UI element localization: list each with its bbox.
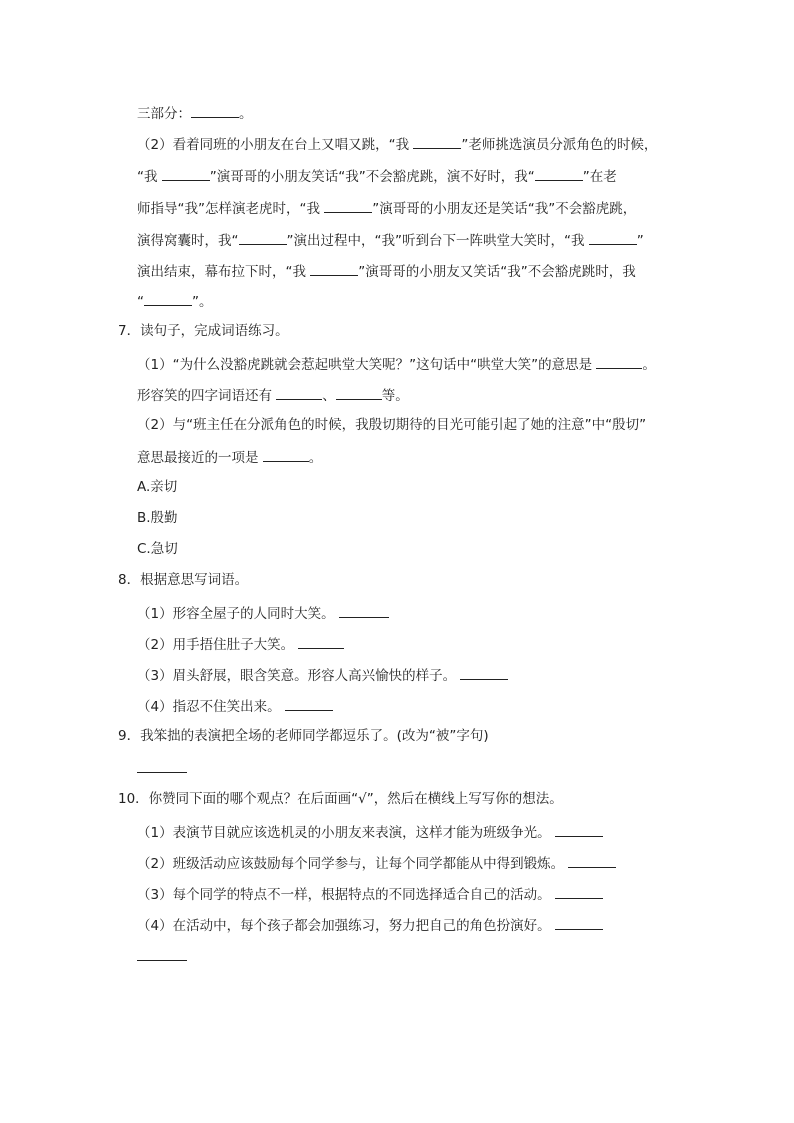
q7-s2-line-1: （2）与“班主任在分派角色的时候，我殷切期待的目光可能引起了她的注意”中“殷切” <box>137 417 647 433</box>
q6-s2-line-5 <box>137 261 636 281</box>
answer-blank[interactable] <box>339 603 389 618</box>
answer-blank[interactable] <box>460 665 508 680</box>
answer-blank[interactable] <box>324 198 372 213</box>
q10-item-3 <box>137 884 603 904</box>
q7-option-c[interactable]: C.急切 <box>137 541 178 557</box>
answer-blank[interactable] <box>589 230 637 245</box>
q6-s2-line-4 <box>137 230 644 250</box>
text: 等。 <box>381 388 409 404</box>
answer-blank[interactable] <box>568 853 616 868</box>
answer-blank[interactable] <box>162 166 210 181</box>
answer-blank[interactable] <box>285 696 333 711</box>
answer-blank[interactable] <box>137 758 187 773</box>
text: “我 <box>137 169 158 185</box>
text: （1）形容全屋子的人同时大笑。 <box>137 606 335 622</box>
q8-item-4 <box>137 696 333 716</box>
text: （3）每个同学的特点不一样，根据特点的不同选择适合自己的活动。 <box>137 887 551 903</box>
text: （4）在活动中，每个孩子都会加强练习，努力把自己的角色扮演好。 <box>137 918 551 934</box>
text: 。 <box>308 450 323 466</box>
text: ”演出过程中，“我”听到台下一阵哄堂大笑时，“我 <box>286 233 585 249</box>
answer-blank[interactable] <box>555 884 603 899</box>
text: “ <box>137 294 144 310</box>
q8-item-1 <box>137 603 389 623</box>
q6-s2-line-1 <box>137 134 657 154</box>
answer-blank[interactable] <box>535 166 583 181</box>
q6-part-line <box>137 103 253 123</box>
q6-s2-line-3 <box>137 198 636 218</box>
text: （2）看着同班的小朋友在台上又唱又跳，“我 <box>137 137 410 153</box>
text: 演得窝囊时，我“ <box>137 233 239 249</box>
q6-part-label: 三部分： <box>137 106 191 122</box>
text: 。 <box>642 357 656 373</box>
q10-item-4 <box>137 915 603 935</box>
q9-stem: 9．我笨拙的表演把全场的老师同学都逗乐了。(改为“被”字句) <box>118 728 489 744</box>
q10-stem: 10．你赞同下面的哪个观点？在后面画“√”，然后在横线上写写你的想法。 <box>118 791 563 807</box>
answer-blank[interactable] <box>555 915 603 930</box>
answer-blank[interactable] <box>191 103 239 118</box>
text: ”在老 <box>582 169 617 185</box>
punct: 。 <box>239 106 253 122</box>
q7-option-b[interactable]: B.殷勤 <box>137 510 178 526</box>
answer-blank[interactable] <box>310 261 358 276</box>
text: （2）班级活动应该鼓励每个同学参与，让每个同学都能从中得到锻炼。 <box>137 856 565 872</box>
q7-stem: 7．读句子，完成词语练习。 <box>118 323 289 339</box>
text: 意思最接近的一项是 <box>137 450 259 466</box>
answer-blank[interactable] <box>276 385 322 400</box>
text: ”老师挑选演员分派角色的时候， <box>461 137 658 153</box>
q10-answer-line <box>137 946 187 966</box>
answer-blank[interactable] <box>336 385 382 400</box>
text: （1）“为什么没豁虎跳就会惹起哄堂大笑呢？”这句话中“哄堂大笑”的意思是 <box>137 357 593 373</box>
q10-item-2 <box>137 853 616 873</box>
text: ”演哥哥的小朋友又笑话“我”不会豁虎跳时，我 <box>358 264 636 280</box>
q7-s2-line-2 <box>137 447 322 467</box>
text: 师指导“我”怎样演老虎时，“我 <box>137 201 320 217</box>
q10-item-1 <box>137 822 603 842</box>
text: （4）指忍不住笑出来。 <box>137 699 281 715</box>
text: 演出结束，幕布拉下时，“我 <box>137 264 306 280</box>
answer-blank[interactable] <box>596 354 642 369</box>
text: ”演哥哥的小朋友还是笑话“我”不会豁虎跳， <box>372 201 637 217</box>
answer-blank[interactable] <box>137 946 187 961</box>
q8-item-2 <box>137 634 344 654</box>
q7-option-a[interactable]: A.亲切 <box>137 479 178 495</box>
answer-blank[interactable] <box>555 822 603 837</box>
q6-s2-line-2 <box>137 166 617 186</box>
answer-blank[interactable] <box>413 134 461 149</box>
q7-s1-line-2 <box>137 385 409 405</box>
text: （2）用手捂住肚子大笑。 <box>137 637 295 653</box>
text: 、 <box>322 388 336 404</box>
q7-s1-line-1 <box>137 354 656 374</box>
answer-blank[interactable] <box>144 291 192 306</box>
text: 形容笑的四字词语还有 <box>137 388 272 404</box>
q9-answer-line <box>137 758 187 778</box>
q8-item-3 <box>137 665 508 685</box>
text: ”演哥哥的小朋友笑话“我”不会豁虎跳，演不好时，我“ <box>209 169 535 185</box>
answer-blank[interactable] <box>263 447 309 462</box>
q6-s2-line-6 <box>137 291 213 311</box>
q8-stem: 8．根据意思写词语。 <box>118 572 249 588</box>
text: （3）眉头舒展，眼含笑意。形容人高兴愉快的样子。 <box>137 668 457 684</box>
text: （1）表演节目就应该选机灵的小朋友来表演，这样才能为班级争光。 <box>137 825 551 841</box>
answer-blank[interactable] <box>298 634 344 649</box>
text: ”。 <box>192 294 213 310</box>
text: ” <box>636 233 644 249</box>
answer-blank[interactable] <box>239 230 287 245</box>
